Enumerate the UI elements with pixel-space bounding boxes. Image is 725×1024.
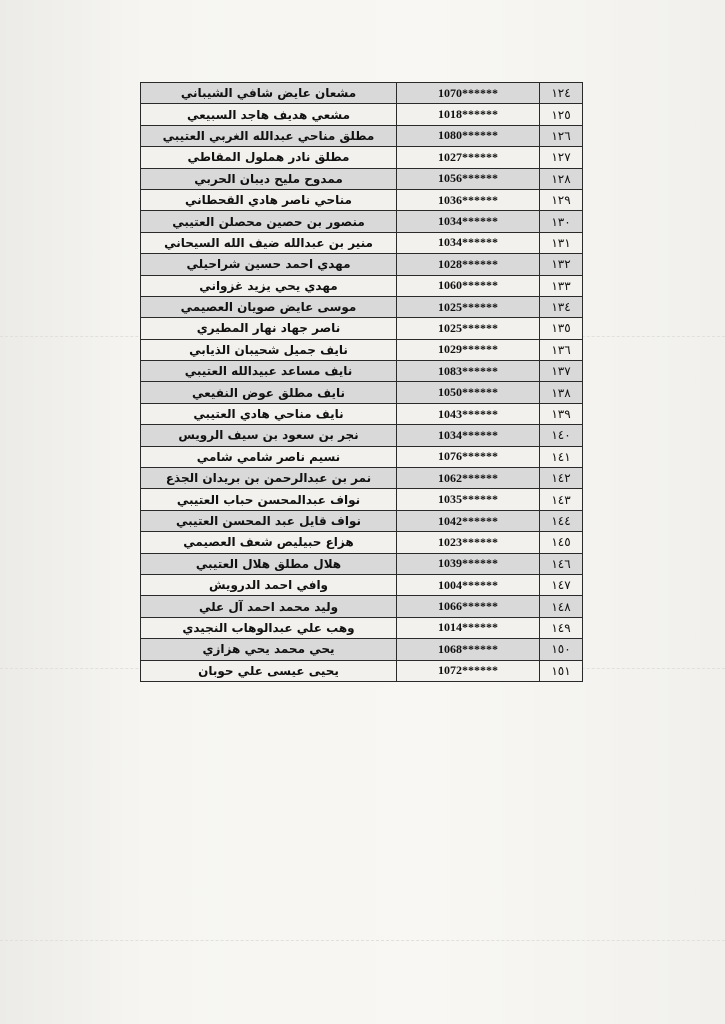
table-row (141, 468, 583, 489)
row-number-cell: ١٣٦ (540, 339, 583, 360)
name-cell: نايف مناحي هادي العتيبي (141, 403, 397, 424)
name-cell: موسى عايض صويان العصيمي (141, 296, 397, 317)
row-number-cell: ١٣٣ (540, 275, 583, 296)
row-number-cell: ١٤٩ (540, 617, 583, 638)
table-row (141, 382, 583, 403)
row-number-cell: ١٤١ (540, 446, 583, 467)
row-number-cell: ١٤٠ (540, 425, 583, 446)
name-cell: مناحي ناصر هادي القحطاني (141, 189, 397, 210)
names-table (140, 82, 583, 682)
id-code-cell: 1062****** (397, 468, 540, 489)
id-code-cell: 1018****** (397, 104, 540, 125)
name-cell: ناصر جهاد نهار المطيري (141, 318, 397, 339)
row-number-cell: ١٣٢ (540, 254, 583, 275)
name-cell: مشعي هديف هاجد السبيعي (141, 104, 397, 125)
name-cell: وافي احمد الدرويش (141, 574, 397, 595)
id-code-cell: 1035****** (397, 489, 540, 510)
id-code-cell: 1083****** (397, 361, 540, 382)
table-row (141, 660, 583, 681)
name-cell: هزاع حبيليص شعف العصيمي (141, 532, 397, 553)
table-row (141, 425, 583, 446)
table-row (141, 339, 583, 360)
row-number-cell: ١٣٠ (540, 211, 583, 232)
table-row (141, 596, 583, 617)
name-cell: نواف قايل عبد المحسن العتيبي (141, 510, 397, 531)
id-code-cell: 1004****** (397, 574, 540, 595)
id-code-cell: 1050****** (397, 382, 540, 403)
row-number-cell: ١٥١ (540, 660, 583, 681)
row-number-cell: ١٥٠ (540, 639, 583, 660)
table-row (141, 510, 583, 531)
table-row (141, 446, 583, 467)
row-number-cell: ١٣٨ (540, 382, 583, 403)
table-row (141, 275, 583, 296)
name-cell: نايف مطلق عوض النفيعي (141, 382, 397, 403)
id-code-cell: 1034****** (397, 211, 540, 232)
fold-line (0, 940, 725, 941)
table-row (141, 232, 583, 253)
table-row (141, 489, 583, 510)
id-code-cell: 1027****** (397, 147, 540, 168)
name-cell: منصور بن حصين محصلن العتيبي (141, 211, 397, 232)
table-row (141, 403, 583, 424)
id-code-cell: 1039****** (397, 553, 540, 574)
name-cell: نجر بن سعود بن سيف الرويس (141, 425, 397, 446)
row-number-cell: ١٣٩ (540, 403, 583, 424)
row-number-cell: ١٤٨ (540, 596, 583, 617)
row-number-cell: ١٤٦ (540, 553, 583, 574)
row-number-cell: ١٢٦ (540, 125, 583, 146)
id-code-cell: 1042****** (397, 510, 540, 531)
table-row (141, 168, 583, 189)
name-cell: مطلق مناحي عبدالله الغربي العتيبي (141, 125, 397, 146)
id-code-cell: 1043****** (397, 403, 540, 424)
name-cell: وليد محمد احمد آل علي (141, 596, 397, 617)
id-code-cell: 1080****** (397, 125, 540, 146)
name-cell: يحي محمد يحي هزازي (141, 639, 397, 660)
id-code-cell: 1072****** (397, 660, 540, 681)
table-row (141, 125, 583, 146)
name-cell: مهدي يحي يزيد غزواني (141, 275, 397, 296)
name-cell: نمر بن عبدالرحمن بن بريدان الجذع (141, 468, 397, 489)
table-row (141, 639, 583, 660)
id-code-cell: 1034****** (397, 425, 540, 446)
row-number-cell: ١٣١ (540, 232, 583, 253)
table-row (141, 254, 583, 275)
id-code-cell: 1060****** (397, 275, 540, 296)
row-number-cell: ١٢٤ (540, 83, 583, 104)
table-row (141, 83, 583, 104)
table-row (141, 574, 583, 595)
name-cell: نايف مساعد عبيدالله العتيبي (141, 361, 397, 382)
table-row (141, 532, 583, 553)
row-number-cell: ١٤٤ (540, 510, 583, 531)
row-number-cell: ١٢٧ (540, 147, 583, 168)
name-cell: نسيم ناصر شامي شامي (141, 446, 397, 467)
id-code-cell: 1066****** (397, 596, 540, 617)
row-number-cell: ١٤٧ (540, 574, 583, 595)
name-cell: منير بن عبدالله ضيف الله السيحاني (141, 232, 397, 253)
row-number-cell: ١٤٣ (540, 489, 583, 510)
id-code-cell: 1025****** (397, 318, 540, 339)
id-code-cell: 1028****** (397, 254, 540, 275)
name-cell: يحيى عيسى علي حوبان (141, 660, 397, 681)
id-code-cell: 1023****** (397, 532, 540, 553)
row-number-cell: ١٣٤ (540, 296, 583, 317)
name-cell: مهدي احمد حسين شراحيلي (141, 254, 397, 275)
row-number-cell: ١٤٥ (540, 532, 583, 553)
row-number-cell: ١٣٧ (540, 361, 583, 382)
id-code-cell: 1036****** (397, 189, 540, 210)
table-row (141, 211, 583, 232)
table-row (141, 147, 583, 168)
id-code-cell: 1076****** (397, 446, 540, 467)
row-number-cell: ١٣٥ (540, 318, 583, 339)
table-row (141, 318, 583, 339)
id-code-cell: 1029****** (397, 339, 540, 360)
id-code-cell: 1025****** (397, 296, 540, 317)
name-cell: مطلق نادر هملول المقاطي (141, 147, 397, 168)
table-row (141, 296, 583, 317)
table-row (141, 361, 583, 382)
id-code-cell: 1034****** (397, 232, 540, 253)
id-code-cell: 1068****** (397, 639, 540, 660)
row-number-cell: ١٢٩ (540, 189, 583, 210)
id-code-cell: 1014****** (397, 617, 540, 638)
table-row (141, 104, 583, 125)
table-row (141, 553, 583, 574)
id-code-cell: 1056****** (397, 168, 540, 189)
name-cell: مشعان عايض شافي الشيباني (141, 83, 397, 104)
name-cell: ممدوح مليح ديبان الحربي (141, 168, 397, 189)
table-row (141, 617, 583, 638)
name-cell: نايف جميل شحيبان الذيابي (141, 339, 397, 360)
row-number-cell: ١٤٢ (540, 468, 583, 489)
id-code-cell: 1070****** (397, 83, 540, 104)
name-cell: وهب علي عبدالوهاب النجيدي (141, 617, 397, 638)
row-number-cell: ١٢٨ (540, 168, 583, 189)
names-table-body (141, 83, 583, 682)
row-number-cell: ١٢٥ (540, 104, 583, 125)
table-row (141, 189, 583, 210)
name-cell: هلال مطلق هلال العتيبي (141, 553, 397, 574)
name-cell: نواف عبدالمحسن حباب العتيبي (141, 489, 397, 510)
